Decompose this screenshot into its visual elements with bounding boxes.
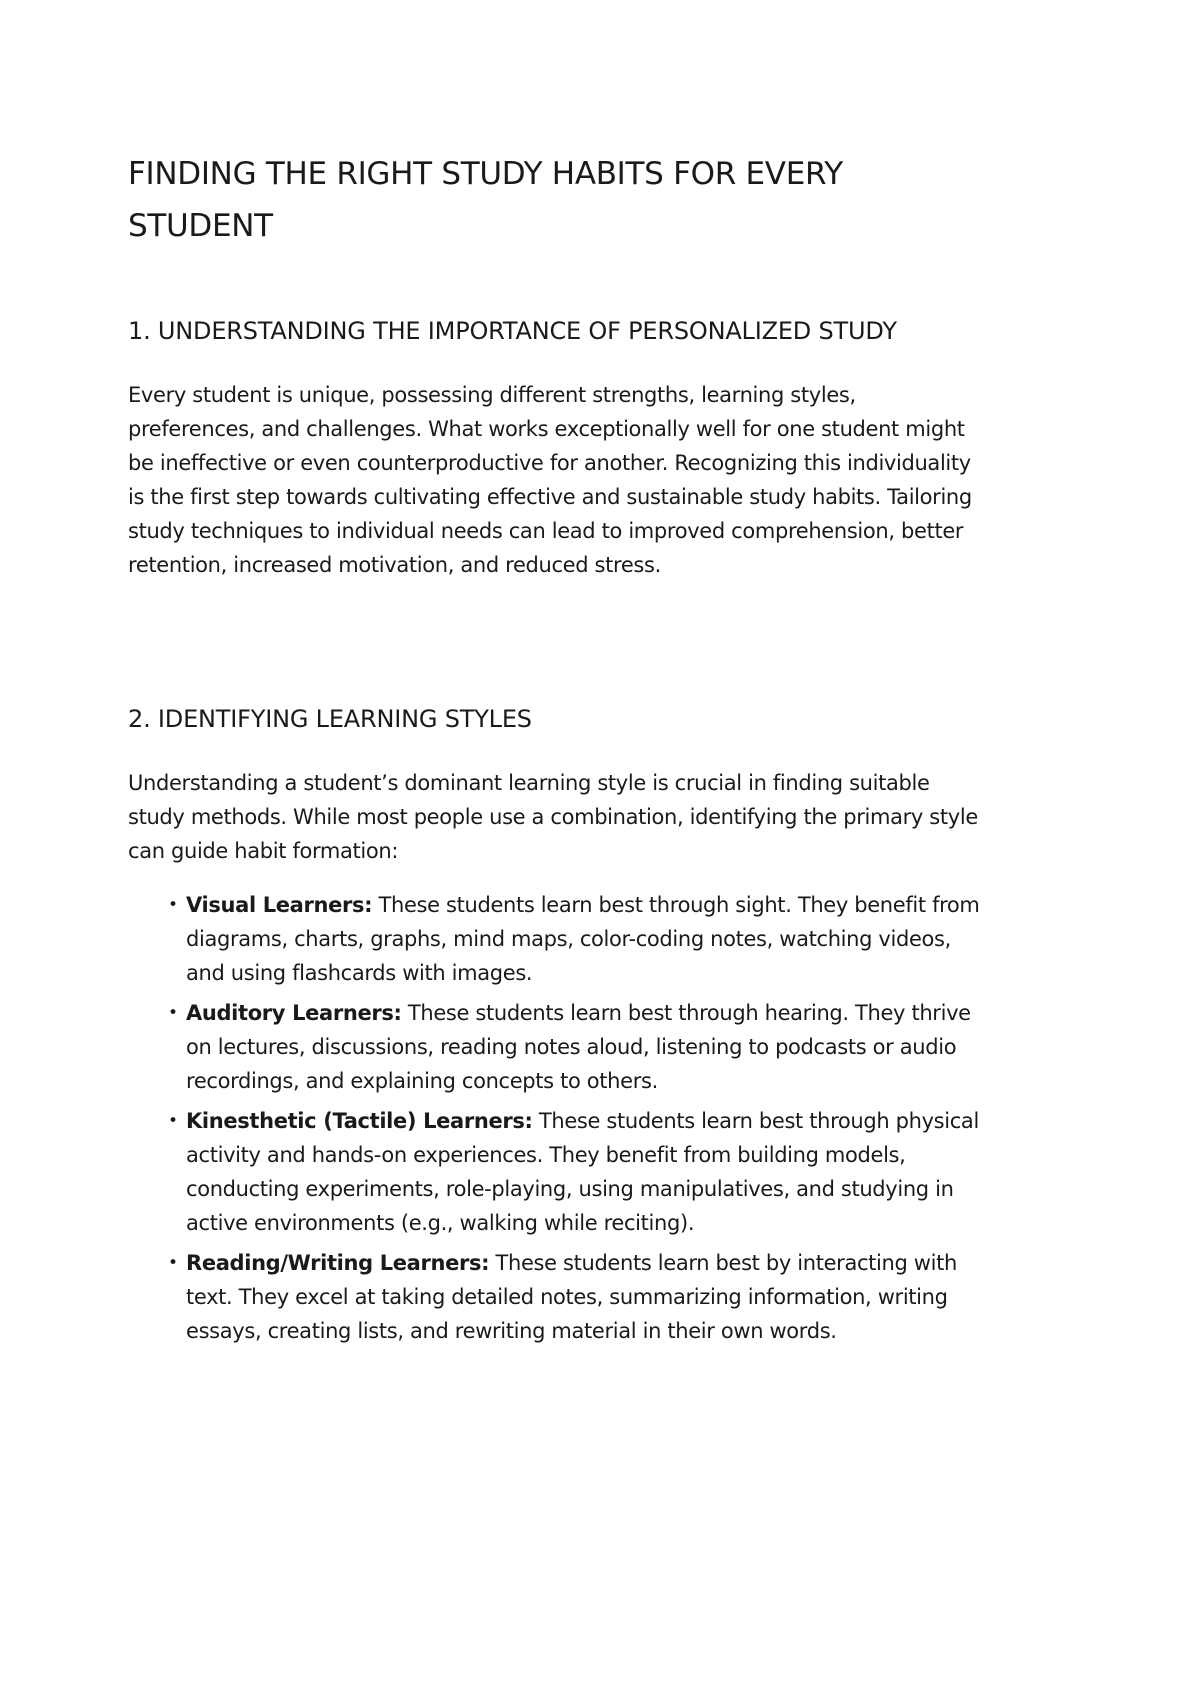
- section-2-paragraph: [128, 766, 1088, 868]
- bullet-line: diagrams, charts, graphs, mind maps, color-coding notes, watching videos,: [186, 927, 951, 951]
- bullet-text: These students learn best through sight. They benefit from: [372, 893, 980, 917]
- paragraph-line: study methods. While most people use a combination, identifying the primary style: [128, 805, 978, 829]
- bullet-line: active environments (e.g., walking while reciting).: [186, 1211, 695, 1235]
- bullet-term: Auditory Learners:: [186, 1001, 402, 1025]
- paragraph-line: retention, increased motivation, and reduced stress.: [128, 553, 661, 577]
- list-item-reading-writing: [168, 1246, 1068, 1348]
- bullet-line: on lectures, discussions, reading notes aloud, listening to podcasts or audio: [186, 1035, 957, 1059]
- section-1-paragraph: [128, 378, 1088, 582]
- bullet-dot-icon: •: [168, 1003, 178, 1023]
- bullet-first-line: [186, 1246, 1068, 1280]
- learning-styles-list: [168, 888, 1068, 1354]
- paragraph-line: study techniques to individual needs can lead to improved comprehension, better: [128, 519, 964, 543]
- bullet-line: recordings, and explaining concepts to others.: [186, 1069, 658, 1093]
- title-line-1: FINDING THE RIGHT STUDY HABITS FOR EVERY: [128, 156, 843, 192]
- bullet-term: Reading/Writing Learners:: [186, 1251, 490, 1275]
- bullet-first-line: [186, 888, 1068, 922]
- bullet-line: and using flashcards with images.: [186, 961, 533, 985]
- section-2-heading: 2. IDENTIFYING LEARNING STYLES: [128, 705, 532, 733]
- bullet-first-line: [186, 996, 1068, 1030]
- bullet-term: Kinesthetic (Tactile) Learners:: [186, 1109, 533, 1133]
- paragraph-line: preferences, and challenges. What works exceptionally well for one student might: [128, 417, 965, 441]
- bullet-term: Visual Learners:: [186, 893, 373, 917]
- title-line-2: STUDENT: [128, 208, 273, 244]
- paragraph-line: Every student is unique, possessing different strengths, learning styles,: [128, 383, 856, 407]
- list-item-visual: [168, 888, 1068, 990]
- paragraph-line: Understanding a student’s dominant learning style is crucial in finding suitable: [128, 771, 930, 795]
- bullet-line: text. They excel at taking detailed notes, summarizing information, writing: [186, 1285, 948, 1309]
- bullet-dot-icon: •: [168, 895, 178, 915]
- bullet-first-line: [186, 1104, 1068, 1138]
- list-item-kinesthetic: [168, 1104, 1068, 1240]
- bullet-text: These students learn best through hearing. They thrive: [401, 1001, 971, 1025]
- bullet-text: These students learn best by interacting with: [489, 1251, 957, 1275]
- paragraph-line: be ineffective or even counterproductive for another. Recognizing this individuality: [128, 451, 971, 475]
- bullet-line: conducting experiments, role-playing, using manipulatives, and studying in: [186, 1177, 954, 1201]
- list-item-auditory: [168, 996, 1068, 1098]
- bullet-line: essays, creating lists, and rewriting material in their own words.: [186, 1319, 837, 1343]
- section-1-heading: 1. UNDERSTANDING THE IMPORTANCE OF PERSONALIZED STUDY: [128, 317, 897, 345]
- bullet-dot-icon: •: [168, 1111, 178, 1131]
- bullet-text: These students learn best through physical: [532, 1109, 979, 1133]
- paragraph-line: is the first step towards cultivating effective and sustainable study habits. Tailoring: [128, 485, 972, 509]
- bullet-line: activity and hands-on experiences. They benefit from building models,: [186, 1143, 906, 1167]
- paragraph-line: can guide habit formation:: [128, 839, 399, 863]
- bullet-dot-icon: •: [168, 1253, 178, 1273]
- document-title: [128, 148, 988, 252]
